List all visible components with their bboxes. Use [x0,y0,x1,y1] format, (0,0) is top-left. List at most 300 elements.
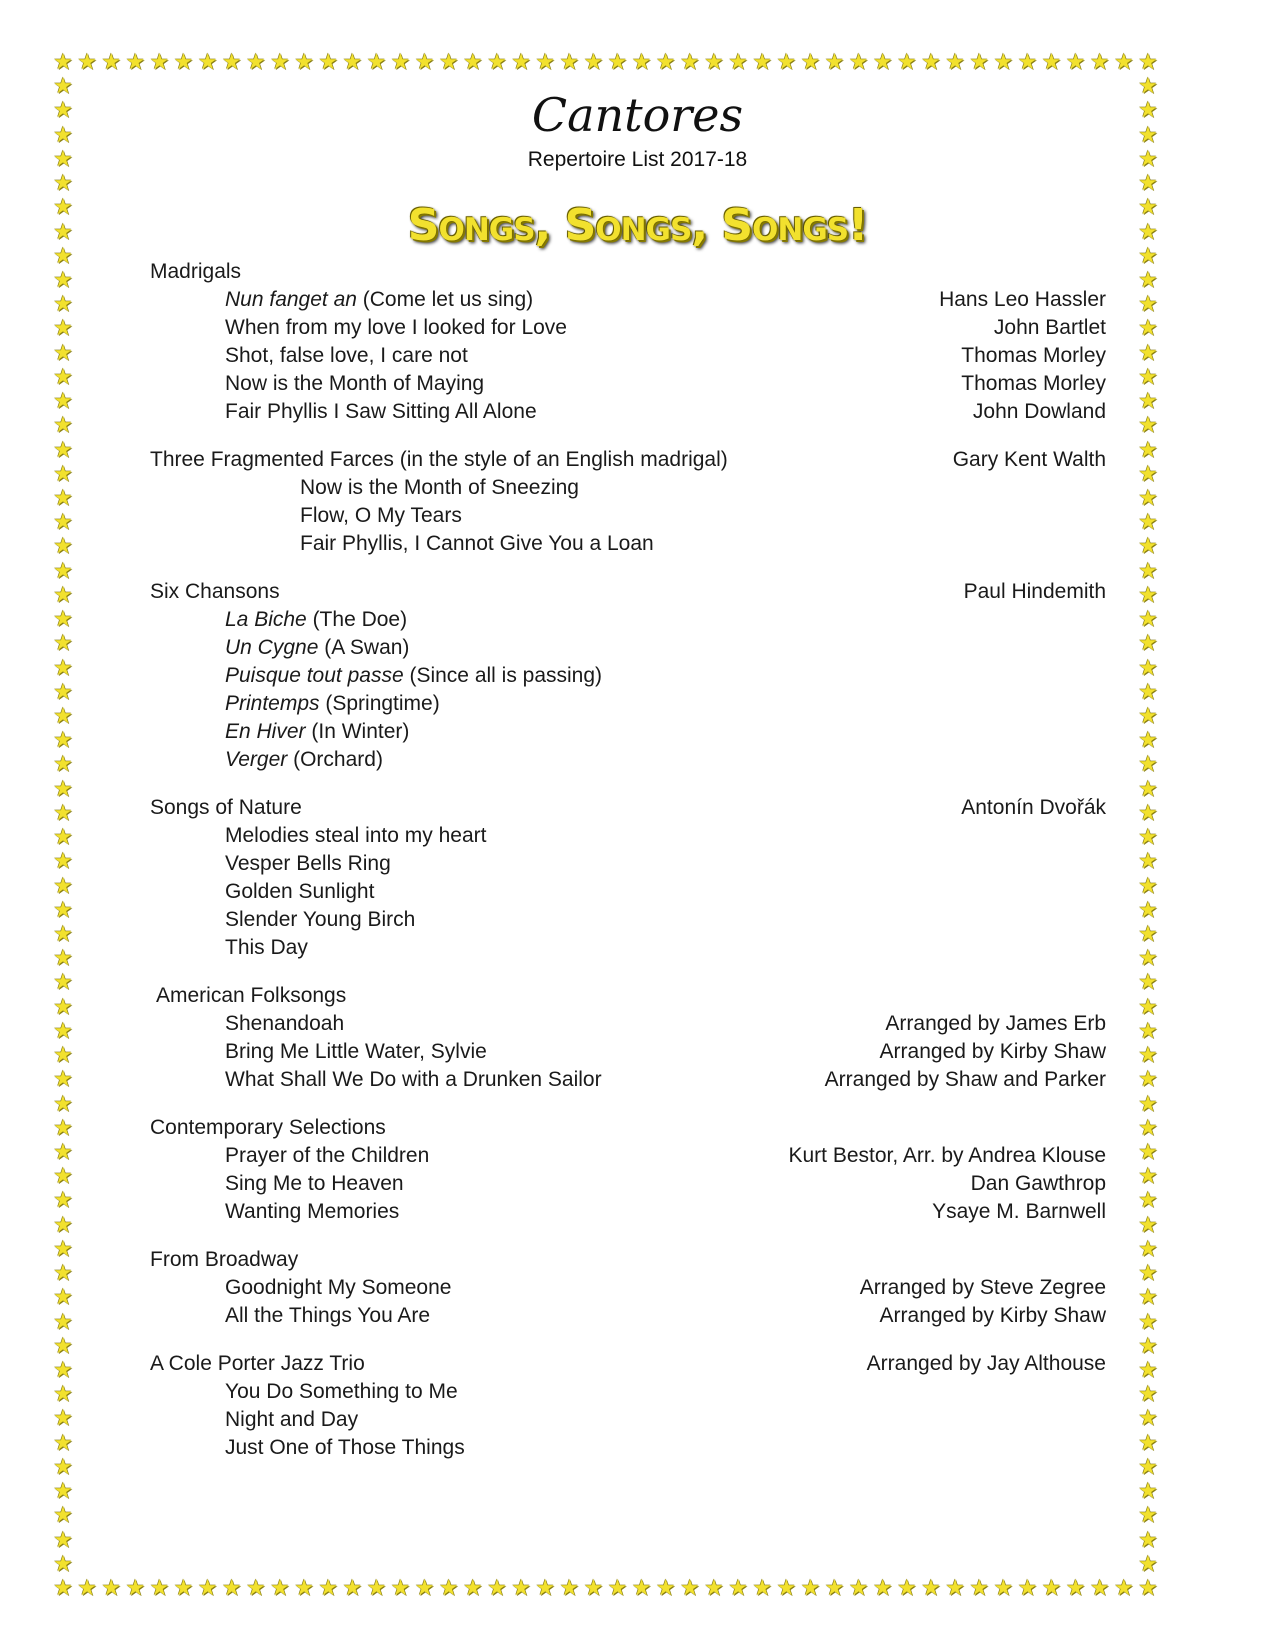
star-icon: ★ [197,50,218,75]
section-title: Songs of Nature [150,796,302,819]
composer: Kurt Bestor, Arr. by Andrea Klouse [788,1144,1106,1167]
star-icon: ★ [1138,74,1158,100]
star-icon: ★ [390,50,411,75]
star-icon: ★ [1138,1236,1158,1262]
composer: Arranged by James Erb [885,1012,1106,1035]
star-icon: ★ [1138,1261,1158,1287]
list-item [150,690,1106,718]
star-icon: ★ [1138,655,1158,681]
section-title: Contemporary Selections [150,1116,386,1139]
star-icon: ★ [1138,922,1158,947]
song-title: Just One of Those Things [225,1436,465,1459]
section-chansons [150,578,1106,774]
composer: Arranged by Kirby Shaw [879,1040,1106,1063]
section-title: From Broadway [150,1248,299,1271]
section-title: Madrigals [150,260,242,283]
star-icon: ★ [1138,316,1158,342]
composer: Arranged by Steve Zegree [859,1276,1106,1299]
song-title: Fair Phyllis I Saw Sitting All Alone [225,400,537,423]
star-icon: ★ [1138,292,1158,318]
song-title: (Orchard) [287,748,383,771]
star-icon: ★ [53,1551,73,1577]
star-icon: ★ [221,50,242,75]
star-icon: ★ [53,171,73,197]
list-item [150,1170,1106,1198]
list-item [150,906,1106,934]
star-icon: ★ [318,1576,339,1601]
star-icon: ★ [1114,50,1134,75]
star-icon: ★ [53,461,73,487]
star-icon: ★ [53,243,73,269]
composer: Arranged by Jay Althouse [866,1352,1106,1375]
star-icon: ★ [53,50,73,75]
star-icon: ★ [53,1043,73,1069]
star-icon: ★ [53,946,73,972]
star-icon: ★ [776,50,797,75]
star-icon: ★ [776,1576,797,1601]
star-icon: ★ [511,1576,531,1601]
star-icon: ★ [1138,849,1158,875]
section-title: Six Chansons [150,580,280,603]
star-icon: ★ [53,413,73,439]
star-icon: ★ [1041,1576,1062,1601]
star-icon: ★ [294,50,314,75]
song-title: Bring Me Little Water, Sylvie [225,1040,487,1063]
star-icon: ★ [1138,776,1158,802]
star-icon: ★ [53,1382,73,1408]
banner-heading: Songs, Songs, Songs! [407,200,868,251]
star-icon: ★ [53,74,73,100]
star-icon: ★ [559,1576,580,1601]
composer: John Dowland [972,400,1106,423]
star-icon: ★ [945,1576,965,1601]
star-icon: ★ [53,510,73,536]
song-title-italic: Nun fanget an [225,288,357,311]
star-icon: ★ [1138,1164,1158,1190]
composer: Paul Hindemith [963,580,1106,603]
star-icon: ★ [487,1576,507,1601]
star-icon: ★ [704,1576,724,1601]
star-icon: ★ [221,1576,242,1601]
star-icon: ★ [655,50,676,75]
star-icon: ★ [897,50,917,75]
star-icon: ★ [824,1576,845,1601]
song-title: Goodnight My Someone [225,1276,452,1299]
section-heading [150,794,1106,822]
star-icon: ★ [1138,1454,1158,1480]
star-icon: ★ [53,486,73,511]
star-icon: ★ [463,1576,483,1601]
star-icon: ★ [1138,461,1158,487]
star-icon: ★ [1138,1043,1158,1069]
composer: Thomas Morley [961,372,1106,395]
star-icon: ★ [583,1576,604,1601]
star-icon: ★ [1017,1576,1038,1601]
section-madrigals [150,258,1106,426]
star-icon: ★ [53,873,73,899]
star-icon: ★ [1138,1115,1158,1141]
star-icon: ★ [1138,195,1158,221]
star-icon: ★ [53,922,73,947]
song-title: Golden Sunlight [225,880,375,903]
section-title: American Folksongs [156,984,347,1007]
star-icon: ★ [1138,219,1158,245]
song-title: You Do Something to Me [225,1380,458,1403]
star-icon: ★ [1138,752,1158,778]
star-icon: ★ [848,50,869,75]
star-icon: ★ [921,50,941,75]
star-icon: ★ [53,970,73,996]
list-item [150,398,1106,426]
song-title-italic: Verger [225,748,288,771]
star-icon: ★ [53,1527,73,1553]
list-item [150,718,1106,746]
star-icon: ★ [53,1503,73,1529]
star-icon: ★ [1138,970,1158,996]
star-icon: ★ [53,1430,73,1456]
composer: Ysaye M. Barnwell [932,1200,1106,1223]
star-icon: ★ [535,50,556,75]
star-icon: ★ [77,1576,97,1601]
star-icon: ★ [607,1576,628,1601]
song-title: Sing Me to Heaven [225,1172,404,1195]
star-icon: ★ [824,50,845,75]
star-icon: ★ [53,1067,73,1093]
star-icon: ★ [53,1212,73,1238]
star-icon: ★ [559,50,580,75]
star-icon: ★ [969,50,990,75]
song-title: Night and Day [225,1408,359,1431]
star-icon: ★ [487,50,507,75]
star-icon: ★ [53,825,73,851]
star-icon: ★ [53,364,73,390]
star-icon: ★ [728,1576,748,1601]
star-icon: ★ [101,50,122,75]
song-title: (Springtime) [319,692,440,715]
star-icon: ★ [680,1576,700,1601]
section-heading [150,1246,1106,1274]
list-item [150,662,1106,690]
star-icon: ★ [1138,510,1158,536]
star-icon: ★ [1138,122,1158,148]
star-icon: ★ [1138,98,1158,124]
star-icon: ★ [800,50,821,75]
star-icon: ★ [53,1454,73,1480]
star-icon: ★ [318,50,339,75]
star-icon: ★ [1138,679,1158,705]
star-icon: ★ [53,1309,73,1335]
star-icon: ★ [1138,1551,1158,1577]
star-icon: ★ [53,1164,73,1190]
list-item [150,502,1106,530]
star-icon: ★ [53,994,73,1020]
song-title: Flow, O My Tears [300,504,462,527]
section-heading [150,1350,1106,1378]
list-item [150,634,1106,662]
star-icon: ★ [1114,1576,1134,1601]
star-icon: ★ [1138,389,1158,415]
star-icon: ★ [53,1188,73,1214]
star-icon: ★ [1138,534,1158,560]
star-icon: ★ [125,50,146,75]
star-icon: ★ [704,50,724,75]
star-icon: ★ [53,752,73,778]
star-icon: ★ [631,50,652,75]
composer: Arranged by Kirby Shaw [879,1304,1106,1327]
section-heading [150,258,1106,286]
list-item [150,1378,1106,1406]
star-icon: ★ [1138,1067,1158,1093]
section-nature [150,794,1106,962]
star-icon: ★ [53,582,73,608]
list-item [150,606,1106,634]
star-icon: ★ [197,1576,218,1601]
star-icon: ★ [1041,50,1062,75]
song-title-italic: Printemps [225,692,320,715]
star-icon: ★ [1138,1212,1158,1238]
star-icon: ★ [1089,1576,1110,1601]
song-title: Prayer of the Children [225,1144,430,1167]
star-icon: ★ [1138,946,1158,972]
list-item [150,934,1106,962]
star-icon: ★ [53,1018,73,1044]
song-title: When from my love I looked for Love [225,316,567,339]
star-icon: ★ [414,50,435,75]
page-title: Cantores [531,88,744,142]
star-icon: ★ [607,50,628,75]
star-icon: ★ [993,1576,1014,1601]
star-icon: ★ [1138,50,1158,75]
star-icon: ★ [438,50,459,75]
list-item [150,286,1106,314]
star-icon: ★ [1138,704,1158,729]
star-icon: ★ [1138,558,1158,584]
song-title: All the Things You Are [225,1304,431,1327]
star-icon: ★ [246,1576,266,1601]
star-icon: ★ [1138,825,1158,851]
star-icon: ★ [53,340,73,366]
star-icon: ★ [1138,1140,1158,1165]
star-icon: ★ [1089,50,1110,75]
star-icon: ★ [53,704,73,729]
song-title: (A Swan) [318,636,410,659]
star-icon: ★ [53,122,73,148]
composer: Thomas Morley [961,344,1106,367]
list-item [150,530,1106,558]
list-item [150,1434,1106,1462]
star-icon: ★ [897,1576,917,1601]
section-title: A Cole Porter Jazz Trio [150,1352,365,1375]
star-icon: ★ [173,1576,194,1601]
star-icon: ★ [53,98,73,124]
star-icon: ★ [1138,413,1158,439]
composer: John Bartlet [993,316,1106,339]
star-icon: ★ [752,1576,773,1601]
star-icon: ★ [53,631,73,657]
star-icon: ★ [53,1406,73,1432]
song-title: (The Doe) [306,608,408,631]
star-icon: ★ [1138,1527,1158,1553]
star-icon: ★ [1138,268,1158,293]
star-icon: ★ [463,50,483,75]
star-icon: ★ [53,219,73,245]
star-icon: ★ [1138,1091,1158,1117]
star-icon: ★ [1138,1406,1158,1432]
star-icon: ★ [53,607,73,633]
star-icon: ★ [438,1576,459,1601]
star-icon: ★ [511,50,531,75]
list-item [150,746,1106,774]
star-icon: ★ [1138,1188,1158,1214]
list-item [150,314,1106,342]
star-icon: ★ [270,1576,290,1601]
song-title-italic: Un Cygne [225,636,319,659]
list-item [150,474,1106,502]
section-title: Three Fragmented Farces (in the style of an English madrigal) [150,448,728,471]
star-icon: ★ [1138,1576,1158,1601]
star-icon: ★ [53,1285,73,1311]
star-icon: ★ [53,1576,73,1601]
star-icon: ★ [53,268,73,293]
star-icon: ★ [1065,50,1086,75]
star-icon: ★ [631,1576,652,1601]
list-item [150,1406,1106,1434]
song-title: Fair Phyllis, I Cannot Give You a Loan [300,532,654,555]
song-title: (Since all is passing) [403,664,603,687]
star-icon: ★ [1138,873,1158,899]
list-item [150,850,1106,878]
star-icon: ★ [1138,364,1158,390]
star-icon: ★ [53,655,73,681]
star-icon: ★ [1138,994,1158,1020]
song-title: Vesper Bells Ring [225,852,391,875]
list-item [150,1010,1106,1038]
star-icon: ★ [752,50,773,75]
star-icon: ★ [583,50,604,75]
section-cole-porter [150,1350,1106,1462]
star-icon: ★ [173,50,194,75]
section-broadway [150,1246,1106,1330]
section-heading [150,446,1106,474]
song-title: What Shall We Do with a Drunken Sailor [225,1068,602,1091]
list-item [150,1066,1106,1094]
star-icon: ★ [1138,340,1158,366]
star-icon: ★ [800,1576,821,1601]
section-heading [150,1114,1106,1142]
section-heading [150,982,1106,1010]
song-title: Slender Young Birch [225,908,416,931]
star-icon: ★ [53,558,73,584]
star-icon: ★ [53,316,73,342]
star-icon: ★ [53,1479,73,1505]
list-item [150,1142,1106,1170]
composer: Arranged by Shaw and Parker [824,1068,1106,1091]
star-icon: ★ [1138,486,1158,511]
song-title: Shot, false love, I care not [225,344,468,367]
star-icon: ★ [53,1358,73,1383]
list-item [150,1302,1106,1330]
list-item [150,370,1106,398]
star-icon: ★ [149,50,170,75]
star-icon: ★ [53,292,73,318]
composer: Hans Leo Hassler [939,288,1106,311]
star-icon: ★ [270,50,290,75]
star-icon: ★ [1138,437,1158,463]
star-icon: ★ [1138,800,1158,826]
song-title: Wanting Memories [225,1200,400,1223]
list-item [150,1038,1106,1066]
star-icon: ★ [53,195,73,221]
star-icon: ★ [945,50,965,75]
list-item [150,342,1106,370]
star-icon: ★ [53,534,73,560]
composer: Gary Kent Walth [952,448,1106,471]
star-icon: ★ [53,679,73,705]
star-icon: ★ [655,1576,676,1601]
star-icon: ★ [53,1236,73,1262]
composer: Antonín Dvořák [961,796,1106,819]
star-icon: ★ [77,50,97,75]
star-icon: ★ [535,1576,556,1601]
section-folksongs [150,982,1106,1094]
star-icon: ★ [1138,146,1158,172]
song-title: Melodies steal into my heart [225,824,487,847]
star-icon: ★ [969,1576,990,1601]
star-icon: ★ [390,1576,411,1601]
star-icon: ★ [149,1576,170,1601]
star-icon: ★ [1138,897,1158,923]
star-icon: ★ [101,1576,122,1601]
star-icon: ★ [53,1115,73,1141]
star-icon: ★ [53,389,73,415]
song-title: (In Winter) [305,720,410,743]
star-icon: ★ [872,50,893,75]
song-title: Now is the Month of Maying [225,372,485,395]
star-icon: ★ [53,1140,73,1165]
list-item [150,1274,1106,1302]
star-icon: ★ [342,50,363,75]
star-icon: ★ [53,437,73,463]
star-icon: ★ [1138,1285,1158,1311]
song-title-italic: En Hiver [225,720,306,743]
list-item [150,878,1106,906]
star-icon: ★ [53,1261,73,1287]
star-icon: ★ [53,728,73,754]
star-icon: ★ [53,800,73,826]
song-title: Now is the Month of Sneezing [300,476,579,499]
section-farces [150,446,1106,558]
star-icon: ★ [1138,631,1158,657]
star-icon: ★ [1138,728,1158,754]
star-icon: ★ [1138,1430,1158,1456]
star-icon: ★ [1065,1576,1086,1601]
star-icon: ★ [1138,1333,1158,1359]
star-icon: ★ [342,1576,363,1601]
star-icon: ★ [53,146,73,172]
section-contemporary [150,1114,1106,1226]
section-heading [150,578,1106,606]
star-icon: ★ [1138,1358,1158,1383]
star-icon: ★ [848,1576,869,1601]
star-icon: ★ [872,1576,893,1601]
song-title: This Day [225,936,308,959]
star-icon: ★ [1138,607,1158,633]
star-icon: ★ [414,1576,435,1601]
star-icon: ★ [53,1333,73,1359]
star-icon: ★ [1017,50,1038,75]
star-icon: ★ [993,50,1014,75]
star-icon: ★ [1138,1018,1158,1044]
